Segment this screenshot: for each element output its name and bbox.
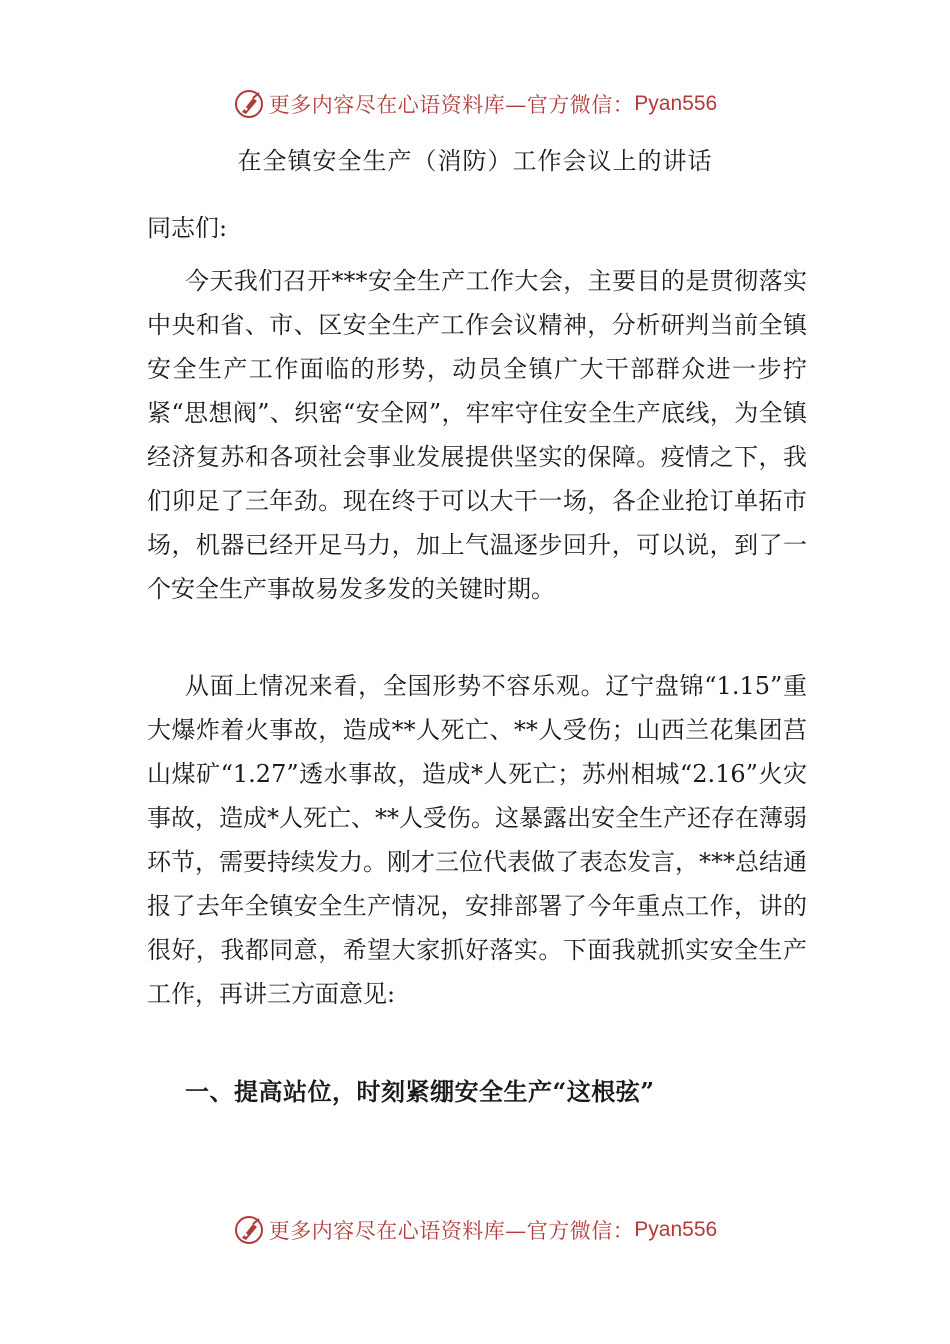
banner-wechat-id: Pyan556 <box>634 92 718 115</box>
pen-nib-logo-icon <box>233 1214 265 1246</box>
banner-text: 更多内容尽在心语资料库—官方微信： <box>268 1219 635 1243</box>
section-heading: 一、提高站位，时刻紧绷安全生产“这根弦” <box>185 1077 655 1106</box>
banner-wechat-id: Pyan556 <box>634 1218 718 1241</box>
banner-text: 更多内容尽在心语资料库—官方微信： <box>268 93 635 117</box>
footer-banner <box>0 1210 950 1250</box>
document-title: 在全镇安全生产（消防）工作会议上的讲话 <box>237 147 713 175</box>
salutation: 同志们: <box>147 214 228 242</box>
paragraph: 从面上情况来看，全国形势不容乐观。辽宁盘锦“1.15”重大爆炸着火事故，造成**人死亡、**人受伤；山西兰花集团莒山煤矿“1.27”透水事故，造成*人死亡；苏州相城“2.16”火灾事故，造成*人死亡、**人受伤。这暴露出安全生产还存在薄弱环节，需要持续发力。刚才三位代表做了表态发言，***总结通报了去年全镇安全生产情况，安排部署了今年重点工作，讲的很好，我都同意，希望大家抓好落实。下面我就抓实安全生产工作，再讲三方面意见: <box>147 672 807 1008</box>
pen-nib-logo-icon <box>233 88 265 120</box>
header-banner <box>0 84 950 124</box>
paragraph: 今天我们召开***安全生产工作大会，主要目的是贯彻落实中央和省、市、区安全生产工作会议精神，分析研判当前全镇安全生产工作面临的形势，动员全镇广大干部群众进一步拧紧“思想阀”、织密“安全网”，牢牢守住安全生产底线，为全镇经济复苏和各项社会事业发展提供坚实的保障。疫情之下，我们卯足了三年劲。现在终于可以大干一场，各企业抢订单拓市场，机器已经开足马力，加上气温逐步回升，可以说，到了一个安全生产事故易发多发的关键时期。 <box>147 267 807 603</box>
